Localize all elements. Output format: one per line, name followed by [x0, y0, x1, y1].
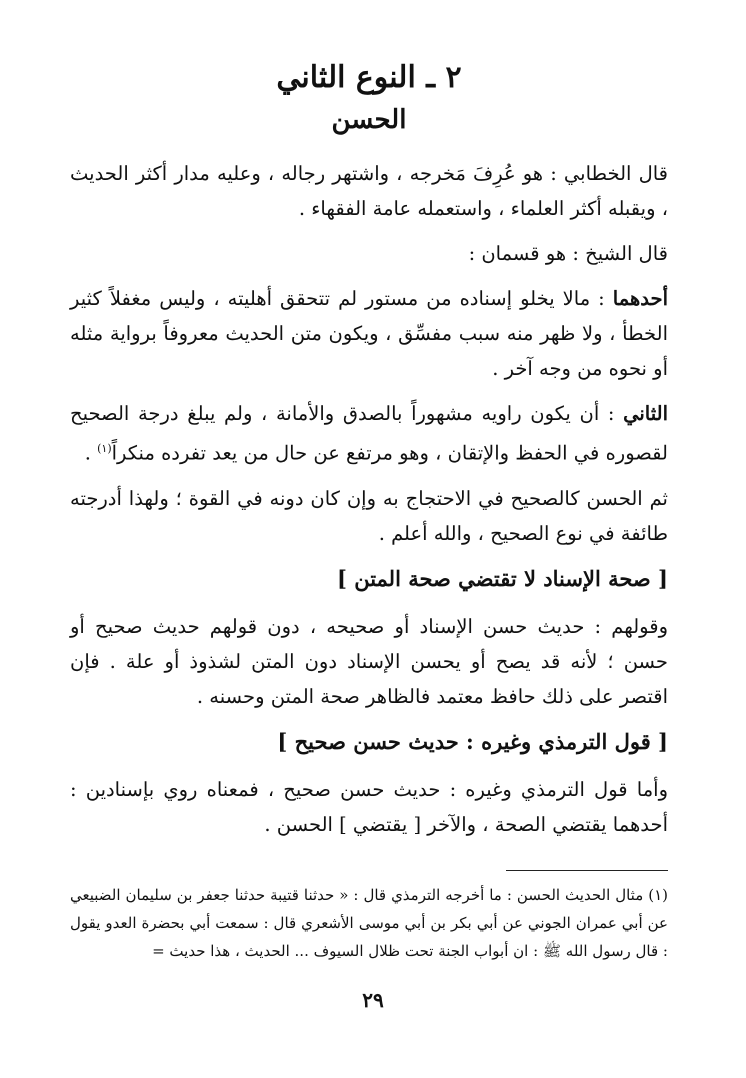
section-text-isnad: وقولهم : حديث حسن الإسناد أو صحيحه ، دون قولهم حديث صحيح أو حسن ؛ لأنه قد يصح أو يحسن الإسناد دون المتن لشذوذ أو علة . فإن اقتصر على ذلك حافظ معتمد فالظاهر صحة المتن وحسنه . — [70, 614, 668, 708]
paragraph-text: ثم الحسن كالصحيح في الاحتجاج به وإن كان دونه في القوة ؛ ولهذا أدرجته طائفة في نوع الصحيح ، والله أعلم . — [70, 486, 668, 545]
section-text-tirmidhi: وأما قول الترمذي وغيره : حديث حسن صحيح ، فمعناه روي بإسنادين : أحدهما يقتضي الصحة ، والآخر [ يقتضي ] الحسن . — [70, 777, 668, 836]
paragraph-text: قال الخطابي : هو عُرِفَ مَخرجه ، واشتهر رجاله ، وعليه مدار أكثر الحديث ، ويقبله أكثر العلماء ، واستعمله عامة الفقهاء . — [70, 162, 668, 220]
paragraph-tail: . — [84, 441, 98, 465]
footnote-divider — [506, 870, 668, 871]
paragraph-lead: الثاني — [623, 402, 668, 425]
paragraph-lead: أحدهما — [612, 287, 668, 310]
page-number: ٢٩ — [362, 988, 384, 1012]
section-heading-tirmidhi: [ قول الترمذي وغيره : حديث حسن صحيح ] — [277, 728, 668, 754]
paragraph-text: : أن يكون راويه مشهوراً بالصدق والأمانة ، ولم يبلغ درجة الصحيح لقصوره في الحفظ والإتقان ، وهو مرتفع عن حال من يعد تفرده منكراً — [70, 402, 668, 465]
paragraph-sheikh — [70, 236, 668, 271]
page-subtitle: الحسن — [331, 105, 407, 135]
paragraph-khattabi — [70, 156, 668, 226]
paragraph-second-type — [70, 396, 668, 471]
paragraph-first-type — [70, 281, 668, 386]
footnote: (١) مثال الحديث الحسن : ما أخرجه الترمذي قال : « حدثنا قتيبة حدثنا جعفر بن سليمان الضبيعي عن أبي عمران الجوني عن أبي بكر بن أبي موسى الأشعري قال : سمعت أبي بحضرة العدو يقول : قال رسول الله ﷺ : ان أبواب الجنة تحت ظلال السيوف ... الحديث ، هذا حديث = — [70, 885, 668, 960]
paragraph-text: قال الشيخ : هو قسمان : — [468, 242, 668, 265]
section-heading-isnad: [ صحة الإسناد لا تقتضي صحة المتن ] — [336, 565, 668, 591]
page-title: ٢ ـ النوع الثاني — [276, 60, 462, 95]
paragraph-text: : مالا يخلو إسناده من مستور لم تتحقق أهليته ، وليس مغفلاً كثير الخطأ ، ولا ظهر منه سبب مفسِّق ، ويكون متن الحديث معروفاً برواية مثله أو نحوه من وجه آخر . — [70, 287, 668, 380]
footnote-reference[interactable]: (١) — [97, 442, 112, 455]
paragraph-hasan-like-sahih — [70, 481, 668, 551]
